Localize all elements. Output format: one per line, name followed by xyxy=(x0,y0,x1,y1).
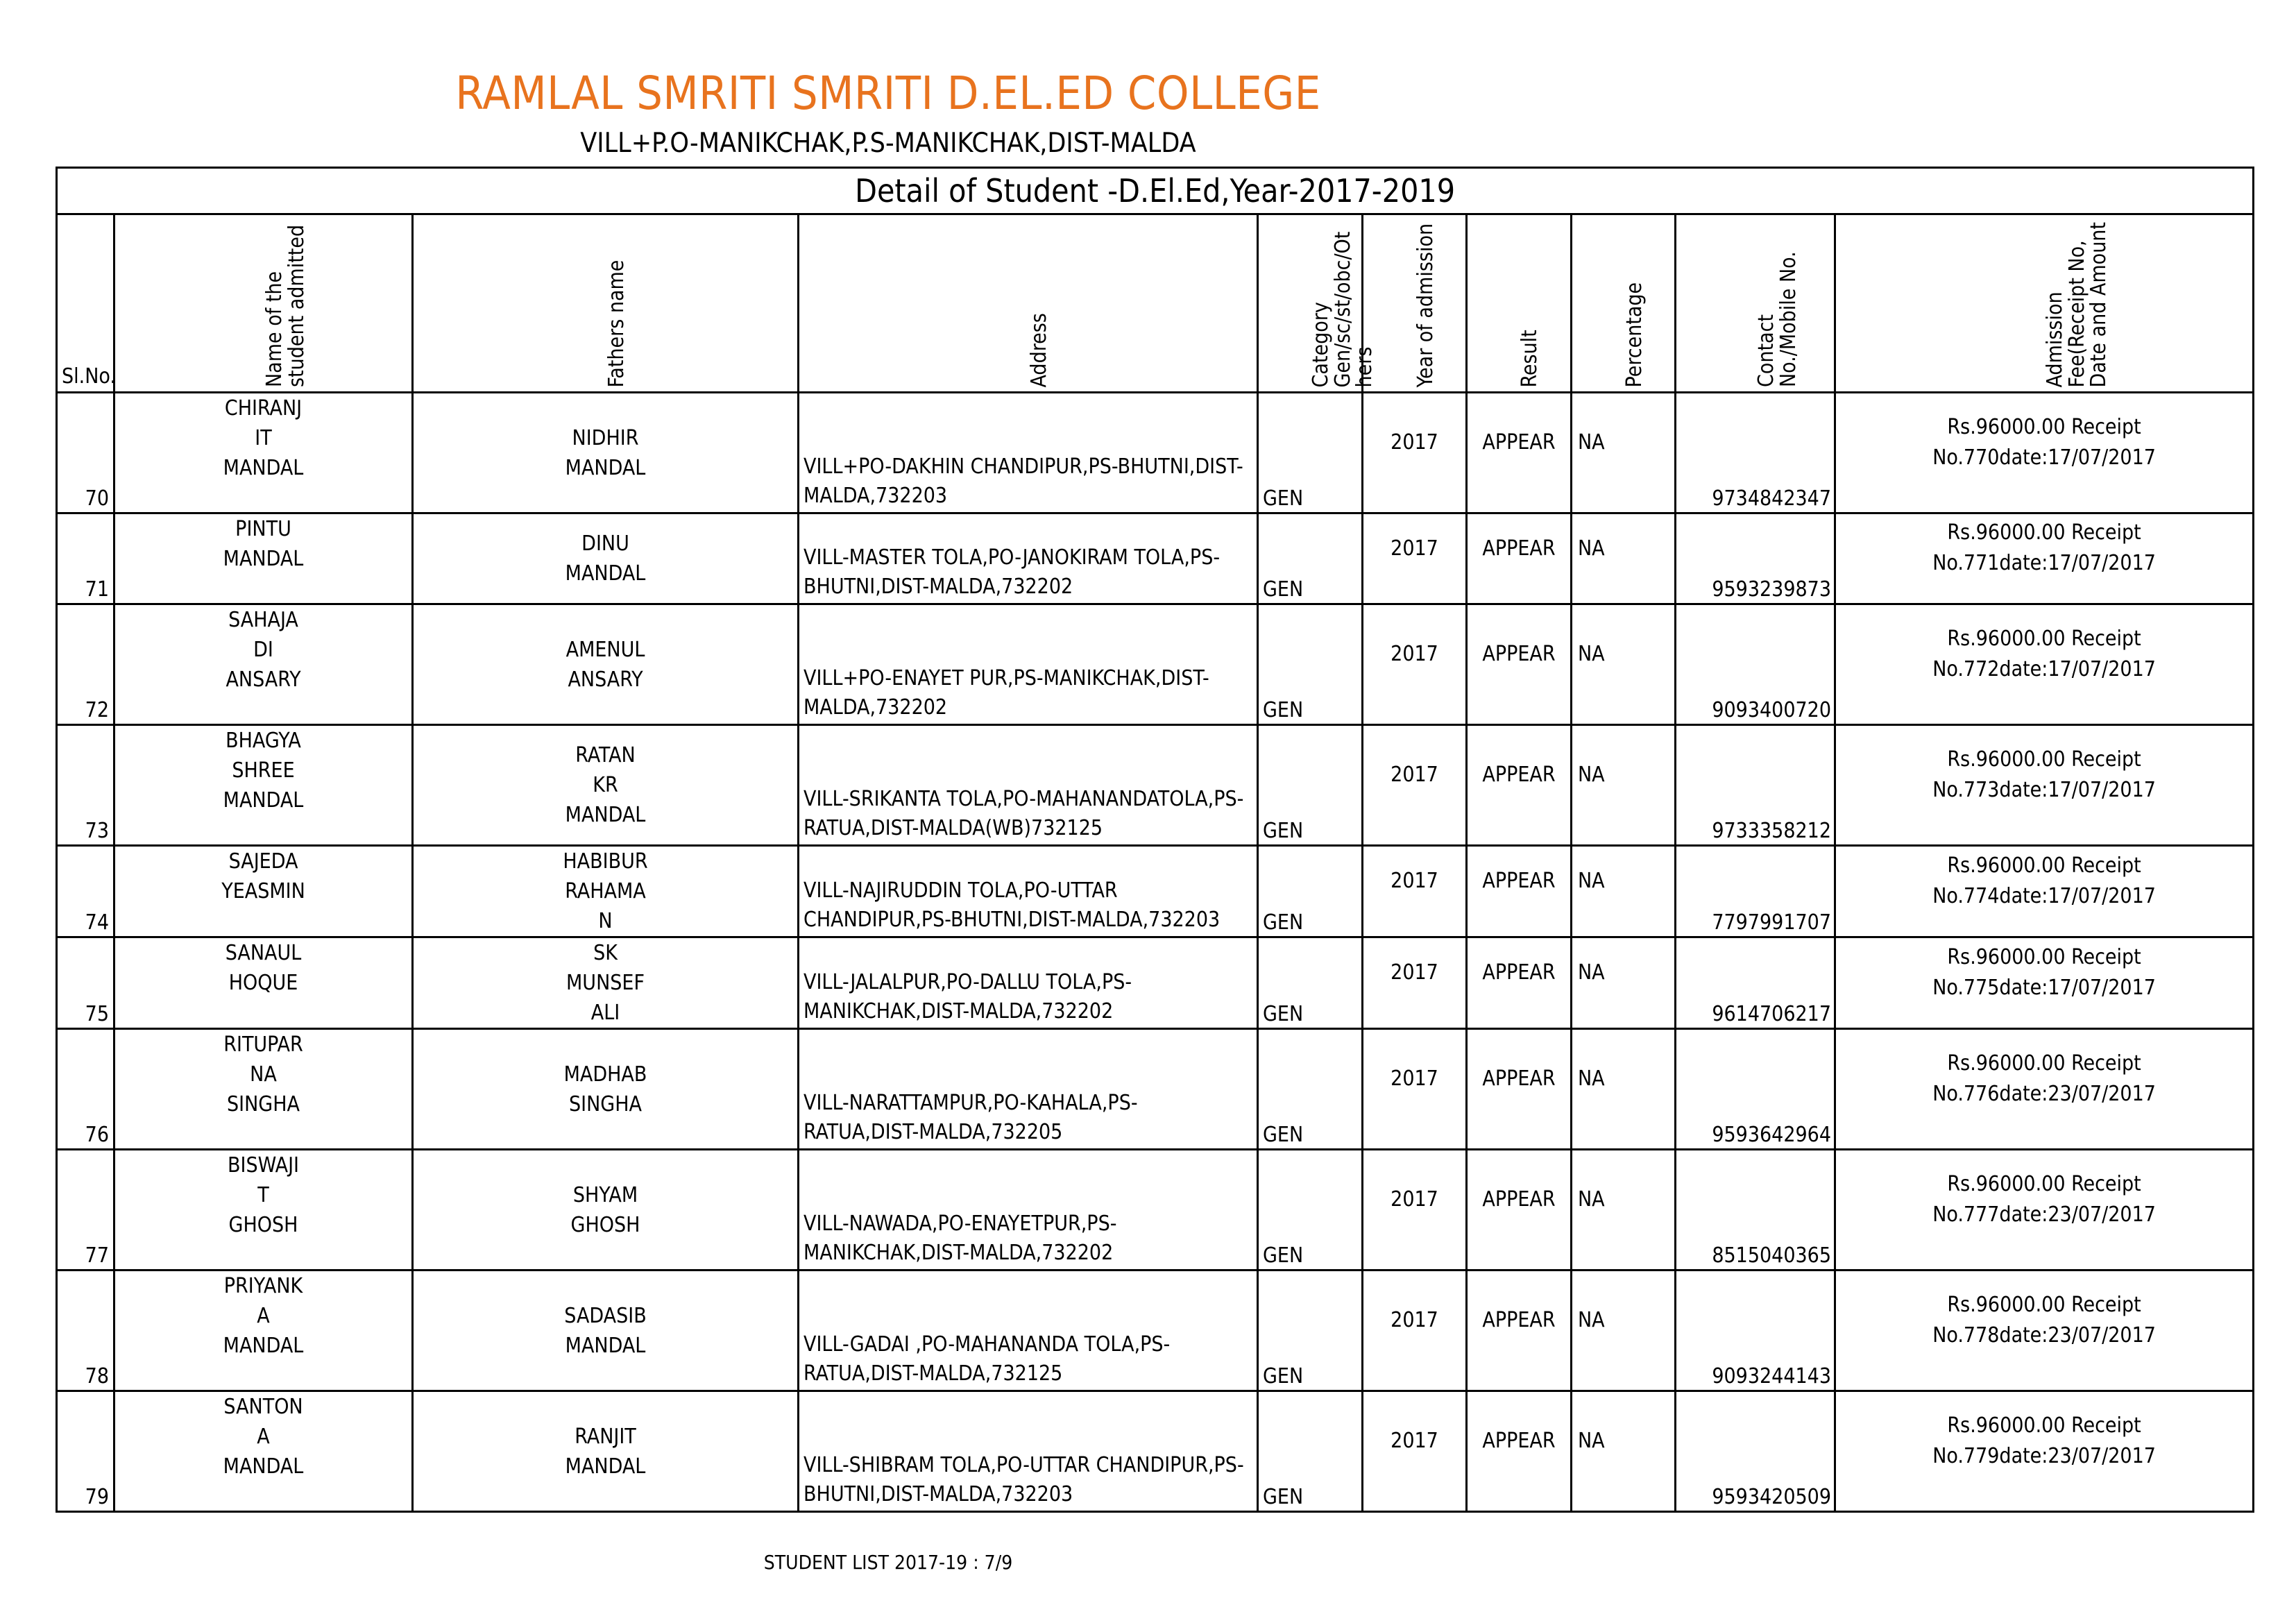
cell-category: GEN xyxy=(1258,937,1363,1029)
cell-father-name-line: SK xyxy=(593,941,618,965)
cell-fee-line: Rs.96000.00 Receipt xyxy=(1947,1413,2141,1438)
cell-address-line: RATUA,DIST-MALDA,732205 xyxy=(803,1120,1063,1144)
cell-year: 2017 xyxy=(1363,1391,1467,1512)
table-row xyxy=(57,937,2254,1029)
cell-father-name xyxy=(413,937,799,1029)
cell-category: GEN xyxy=(1258,1391,1363,1512)
cell-father-name-line: DINU xyxy=(581,532,629,556)
cell-contact: 9593642964 xyxy=(1676,1029,1835,1150)
cell-student-name-line: SAHAJA xyxy=(228,608,298,632)
cell-category: GEN xyxy=(1258,513,1363,604)
cell-address-line: MANIKCHAK,DIST-MALDA,732202 xyxy=(803,999,1114,1023)
cell-contact: 9614706217 xyxy=(1676,937,1835,1029)
cell-contact: 9093244143 xyxy=(1676,1271,1835,1391)
cell-address-line: VILL-SRIKANTA TOLA,PO-MAHANANDATOLA,PS- xyxy=(803,787,1244,811)
cell-fee-line: No.779date:23/07/2017 xyxy=(1932,1443,2156,1468)
cell-fee-line: No.778date:23/07/2017 xyxy=(1932,1323,2156,1348)
cell-year: 2017 xyxy=(1363,1029,1467,1150)
cell-student-name-line: MANDAL xyxy=(223,788,304,813)
cell-fee xyxy=(1835,937,2254,1029)
cell-student-name-line: RITUPAR xyxy=(223,1033,303,1057)
table-row xyxy=(57,1029,2254,1150)
table-row xyxy=(57,1271,2254,1391)
cell-student-name-line: SINGHA xyxy=(227,1092,300,1116)
table-row xyxy=(57,1150,2254,1271)
cell-percentage: NA xyxy=(1572,604,1676,725)
cell-student-name-line: IT xyxy=(255,426,272,450)
cell-category: GEN xyxy=(1258,1029,1363,1150)
header-category: Category Gen/sc/st/obc/Ot hers xyxy=(1258,214,1363,393)
cell-student-name xyxy=(114,513,413,604)
cell-father-name xyxy=(413,1150,799,1271)
cell-student-name-line: GHOSH xyxy=(228,1213,298,1237)
cell-father-name xyxy=(413,1029,799,1150)
cell-student-name xyxy=(114,846,413,937)
college-title: RAMLAL SMRITI SMRITI D.EL.ED COLLEGE xyxy=(455,67,1321,120)
cell-father-name xyxy=(413,513,799,604)
cell-father-name xyxy=(413,846,799,937)
cell-result: APPEAR xyxy=(1467,1150,1572,1271)
cell-year: 2017 xyxy=(1363,513,1467,604)
cell-year: 2017 xyxy=(1363,937,1467,1029)
cell-fee-line: No.771date:17/07/2017 xyxy=(1932,551,2156,575)
cell-category: GEN xyxy=(1258,604,1363,725)
cell-address-line: VILL-SHIBRAM TOLA,PO-UTTAR CHANDIPUR,PS- xyxy=(803,1453,1244,1477)
cell-fee-line: Rs.96000.00 Receipt xyxy=(1947,626,2141,651)
cell-father-name-line: MADHAB xyxy=(563,1062,647,1087)
header-sl: Sl.No. xyxy=(57,214,114,393)
cell-address xyxy=(799,937,1258,1029)
cell-fee-line: No.770date:17/07/2017 xyxy=(1932,445,2156,470)
cell-fee xyxy=(1835,513,2254,604)
cell-student-name-line: MANDAL xyxy=(223,1454,304,1479)
cell-sl-no: 74 xyxy=(57,846,114,937)
cell-student-name-line: HOQUE xyxy=(228,971,298,995)
cell-address xyxy=(799,1391,1258,1512)
cell-sl-no: 77 xyxy=(57,1150,114,1271)
cell-contact: 9734842347 xyxy=(1676,393,1835,513)
cell-year: 2017 xyxy=(1363,393,1467,513)
cell-result: APPEAR xyxy=(1467,1271,1572,1391)
cell-father-name-line: SHYAM xyxy=(572,1182,638,1207)
header-result: Result xyxy=(1467,214,1572,393)
cell-sl-no: 72 xyxy=(57,604,114,725)
cell-fee-line: No.773date:17/07/2017 xyxy=(1932,777,2156,802)
table-title: Detail of Student -D.El.Ed,Year-2017-2019 xyxy=(57,168,2254,214)
cell-address xyxy=(799,1150,1258,1271)
cell-address-line: VILL-JALALPUR,PO-DALLU TOLA,PS- xyxy=(803,970,1132,994)
cell-student-name-line: MANDAL xyxy=(223,547,304,571)
cell-category: GEN xyxy=(1258,393,1363,513)
cell-fee-line: No.777date:23/07/2017 xyxy=(1932,1202,2156,1227)
table-row xyxy=(57,393,2254,513)
cell-result: APPEAR xyxy=(1467,1029,1572,1150)
cell-fee xyxy=(1835,604,2254,725)
cell-student-name-line: DI xyxy=(253,638,273,662)
cell-contact: 9733358212 xyxy=(1676,725,1835,846)
cell-student-name-line: T xyxy=(257,1183,269,1207)
cell-sl-no: 75 xyxy=(57,937,114,1029)
header-row xyxy=(57,214,2254,393)
cell-address-line: VILL+PO-DAKHIN CHANDIPUR,PS-BHUTNI,DIST- xyxy=(803,454,1243,479)
cell-category: GEN xyxy=(1258,1150,1363,1271)
cell-contact: 9593239873 xyxy=(1676,513,1835,604)
cell-father-name-line: MANDAL xyxy=(565,803,646,827)
cell-year: 2017 xyxy=(1363,604,1467,725)
cell-address xyxy=(799,725,1258,846)
cell-father-name-line: SINGHA xyxy=(569,1091,642,1116)
cell-sl-no: 76 xyxy=(57,1029,114,1150)
cell-address xyxy=(799,513,1258,604)
cell-student-name-line: MANDAL xyxy=(223,1334,304,1358)
cell-student-name xyxy=(114,393,413,513)
cell-address-line: VILL-MASTER TOLA,PO-JANOKIRAM TOLA,PS- xyxy=(803,545,1221,570)
cell-student-name xyxy=(114,725,413,846)
cell-student-name-line: YEASMIN xyxy=(221,879,305,903)
cell-fee-line: Rs.96000.00 Receipt xyxy=(1947,1171,2141,1196)
header-address: Address xyxy=(799,214,1258,393)
cell-student-name-line: SHREE xyxy=(232,758,295,783)
cell-result: APPEAR xyxy=(1467,604,1572,725)
cell-student-name-line: CHIRANJ xyxy=(224,396,303,420)
cell-address xyxy=(799,1271,1258,1391)
cell-result: APPEAR xyxy=(1467,1391,1572,1512)
cell-address xyxy=(799,393,1258,513)
cell-percentage: NA xyxy=(1572,393,1676,513)
cell-father-name xyxy=(413,604,799,725)
cell-category: GEN xyxy=(1258,846,1363,937)
cell-contact: 9093400720 xyxy=(1676,604,1835,725)
header-year: Year of admission xyxy=(1363,214,1467,393)
cell-fee-line: Rs.96000.00 Receipt xyxy=(1947,520,2141,545)
cell-address-line: BHUTNI,DIST-MALDA,732203 xyxy=(803,1482,1073,1506)
cell-fee-line: Rs.96000.00 Receipt xyxy=(1947,853,2141,878)
cell-student-name xyxy=(114,604,413,725)
cell-address xyxy=(799,846,1258,937)
cell-fee xyxy=(1835,846,2254,937)
cell-address xyxy=(799,1029,1258,1150)
cell-father-name-line: MANDAL xyxy=(565,1333,646,1358)
cell-father-name-line: RAHAMA xyxy=(565,879,646,903)
cell-father-name-line: HABIBUR xyxy=(563,849,648,874)
cell-father-name-line: SADASIB xyxy=(564,1303,647,1328)
cell-percentage: NA xyxy=(1572,1271,1676,1391)
cell-fee xyxy=(1835,1029,2254,1150)
cell-father-name-line: KR xyxy=(593,773,618,797)
cell-student-name-line: BISWAJI xyxy=(227,1153,300,1178)
cell-student-name-line: MANDAL xyxy=(223,456,304,480)
cell-address-line: VILL-NAJIRUDDIN TOLA,PO-UTTAR xyxy=(803,878,1118,903)
cell-fee xyxy=(1835,393,2254,513)
cell-address-line: BHUTNI,DIST-MALDA,732202 xyxy=(803,575,1073,599)
cell-student-name xyxy=(114,1391,413,1512)
cell-student-name xyxy=(114,1271,413,1391)
cell-fee-line: Rs.96000.00 Receipt xyxy=(1947,1292,2141,1317)
cell-father-name-line: AMENUL xyxy=(566,637,645,662)
college-address: VILL+P.O-MANIKCHAK,P.S-MANIKCHAK,DIST-MALDA xyxy=(580,128,1196,159)
cell-fee-line: Rs.96000.00 Receipt xyxy=(1947,747,2141,772)
cell-fee-line: Rs.96000.00 Receipt xyxy=(1947,944,2141,969)
cell-result: APPEAR xyxy=(1467,937,1572,1029)
cell-father-name-line: N xyxy=(598,909,613,933)
cell-fee xyxy=(1835,1150,2254,1271)
cell-father-name-line: MUNSEF xyxy=(566,971,645,995)
table-row xyxy=(57,846,2254,937)
cell-fee xyxy=(1835,1391,2254,1512)
cell-sl-no: 78 xyxy=(57,1271,114,1391)
table-row xyxy=(57,1391,2254,1512)
cell-father-name-line: MANDAL xyxy=(565,455,646,480)
cell-address-line: MANIKCHAK,DIST-MALDA,732202 xyxy=(803,1241,1114,1265)
cell-percentage: NA xyxy=(1572,846,1676,937)
cell-father-name xyxy=(413,1271,799,1391)
cell-address-line: VILL+PO-ENAYET PUR,PS-MANIKCHAK,DIST- xyxy=(803,666,1209,690)
cell-address-line: RATUA,DIST-MALDA,732125 xyxy=(803,1361,1063,1386)
header-contact: Contact No./Mobile No. xyxy=(1676,214,1835,393)
cell-father-name-line: ALI xyxy=(590,1001,620,1025)
cell-father-name-line: ANSARY xyxy=(568,667,643,692)
cell-fee-line: No.772date:17/07/2017 xyxy=(1932,656,2156,681)
cell-address-line: MALDA,732202 xyxy=(803,695,948,720)
table-row xyxy=(57,513,2254,604)
table-body xyxy=(57,393,2254,1512)
cell-sl-no: 73 xyxy=(57,725,114,846)
student-table xyxy=(56,167,2254,1513)
header-father: Fathers name xyxy=(413,214,799,393)
table-row xyxy=(57,725,2254,846)
header-name: Name of the student admitted xyxy=(114,214,413,393)
cell-fee-line: No.776date:23/07/2017 xyxy=(1932,1081,2156,1106)
cell-sl-no: 79 xyxy=(57,1391,114,1512)
cell-year: 2017 xyxy=(1363,1271,1467,1391)
page-footer: STUDENT LIST 2017-19 : 7/9 xyxy=(763,1551,1013,1574)
cell-sl-no: 70 xyxy=(57,393,114,513)
cell-father-name-line: MANDAL xyxy=(565,561,646,586)
cell-student-name-line: SAJEDA xyxy=(228,849,298,874)
cell-student-name xyxy=(114,1150,413,1271)
cell-father-name-line: GHOSH xyxy=(570,1212,640,1237)
cell-student-name-line: A xyxy=(257,1304,270,1328)
cell-percentage: NA xyxy=(1572,1391,1676,1512)
cell-father-name-line: NIDHIR xyxy=(572,425,639,450)
cell-address-line: RATUA,DIST-MALDA(WB)732125 xyxy=(803,816,1103,840)
cell-father-name xyxy=(413,393,799,513)
cell-fee xyxy=(1835,1271,2254,1391)
cell-result: APPEAR xyxy=(1467,846,1572,937)
cell-percentage: NA xyxy=(1572,725,1676,846)
cell-student-name-line: NA xyxy=(250,1062,277,1087)
cell-address-line: MALDA,732203 xyxy=(803,484,948,508)
cell-student-name-line: BHAGYA xyxy=(226,729,301,753)
cell-fee xyxy=(1835,725,2254,846)
cell-result: APPEAR xyxy=(1467,725,1572,846)
cell-percentage: NA xyxy=(1572,937,1676,1029)
cell-contact: 8515040365 xyxy=(1676,1150,1835,1271)
cell-father-name xyxy=(413,1391,799,1512)
cell-student-name-line: SANTON xyxy=(223,1395,303,1419)
cell-address-line: VILL-NAWADA,PO-ENAYETPUR,PS- xyxy=(803,1212,1117,1236)
table-row xyxy=(57,604,2254,725)
cell-address xyxy=(799,604,1258,725)
cell-sl-no: 71 xyxy=(57,513,114,604)
cell-category: GEN xyxy=(1258,725,1363,846)
cell-student-name-line: ANSARY xyxy=(226,668,301,692)
cell-student-name-line: PRIYANK xyxy=(223,1274,303,1298)
cell-father-name xyxy=(413,725,799,846)
cell-fee-line: Rs.96000.00 Receipt xyxy=(1947,1051,2141,1076)
cell-address-line: VILL-GADAI ,PO-MAHANANDA TOLA,PS- xyxy=(803,1332,1171,1357)
cell-father-name-line: MANDAL xyxy=(565,1454,646,1479)
cell-year: 2017 xyxy=(1363,846,1467,937)
cell-contact: 9593420509 xyxy=(1676,1391,1835,1512)
cell-fee-line: No.774date:17/07/2017 xyxy=(1932,883,2156,908)
cell-percentage: NA xyxy=(1572,1029,1676,1150)
cell-address-line: CHANDIPUR,PS-BHUTNI,DIST-MALDA,732203 xyxy=(803,908,1221,932)
cell-fee-line: No.775date:17/07/2017 xyxy=(1932,975,2156,1000)
cell-percentage: NA xyxy=(1572,513,1676,604)
cell-student-name xyxy=(114,937,413,1029)
cell-result: APPEAR xyxy=(1467,393,1572,513)
cell-student-name xyxy=(114,1029,413,1150)
cell-father-name-line: RATAN xyxy=(575,743,636,767)
header-fee: Admission Fee(Receipt No, Date and Amount xyxy=(1835,214,2254,393)
cell-student-name-line: SANAUL xyxy=(225,941,302,965)
cell-year: 2017 xyxy=(1363,725,1467,846)
header-percentage: Percentage xyxy=(1572,214,1676,393)
cell-student-name-line: A xyxy=(257,1425,270,1449)
cell-result: APPEAR xyxy=(1467,513,1572,604)
cell-address-line: VILL-NARATTAMPUR,PO-KAHALA,PS- xyxy=(803,1091,1138,1115)
cell-fee-line: Rs.96000.00 Receipt xyxy=(1947,414,2141,439)
cell-year: 2017 xyxy=(1363,1150,1467,1271)
cell-student-name-line: PINTU xyxy=(235,517,291,541)
cell-category: GEN xyxy=(1258,1271,1363,1391)
cell-percentage: NA xyxy=(1572,1150,1676,1271)
cell-contact: 7797991707 xyxy=(1676,846,1835,937)
cell-father-name-line: RANJIT xyxy=(575,1424,636,1449)
